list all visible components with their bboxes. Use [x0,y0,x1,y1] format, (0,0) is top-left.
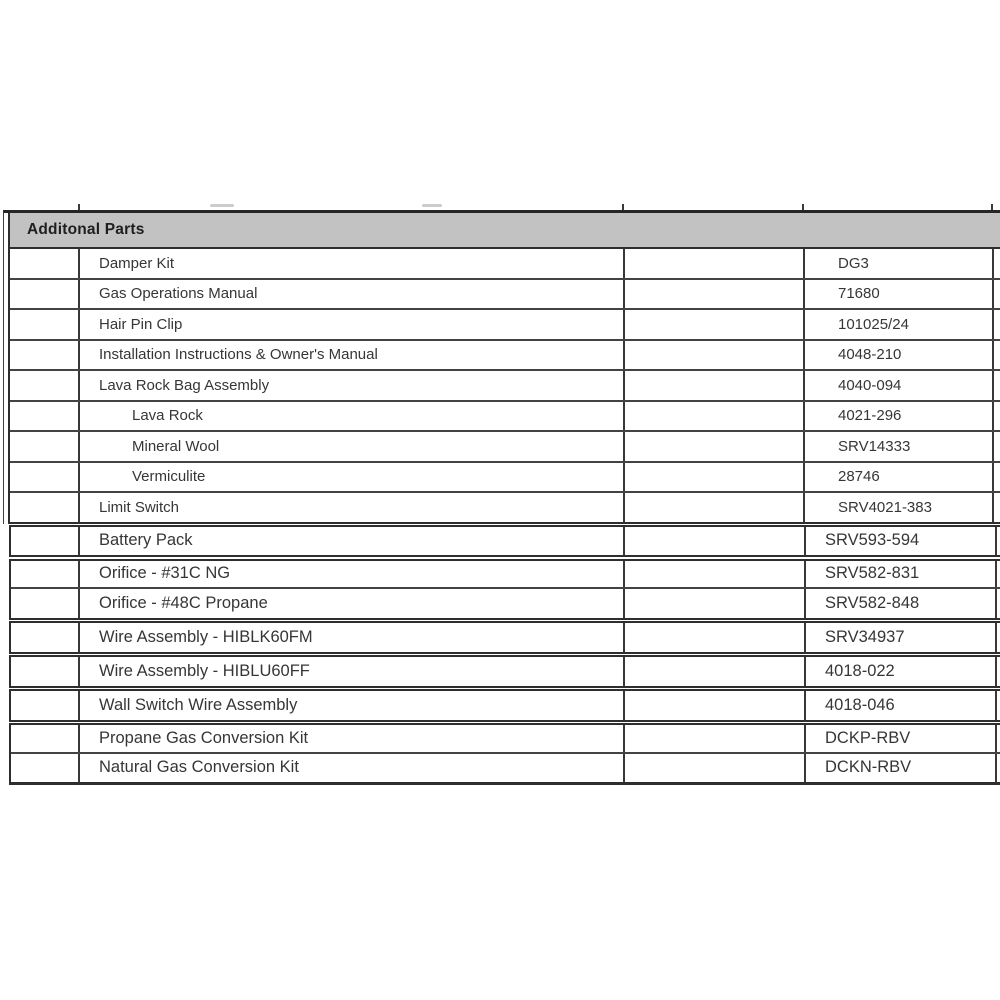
service-parts-table [9,525,1000,786]
part-number-cell [806,589,997,618]
part-description-cell [80,463,625,492]
part-number: DG3 [838,254,869,272]
part-number-cell [806,527,997,556]
table-row [11,623,1000,652]
empty-cell [625,527,806,556]
part-description-cell [80,280,625,309]
table-row [10,432,1000,463]
table-row [10,310,1000,341]
checkbox-cell [11,691,80,720]
part-description-cell [80,249,625,278]
part-description: Wall Switch Wire Assembly [99,695,298,714]
empty-cell [625,341,805,370]
empty-cell [625,561,806,588]
table-row [11,754,1000,783]
checkbox-cell [11,561,80,588]
empty-cell [625,280,805,309]
part-number-cell [805,432,994,461]
table-row [11,527,1000,556]
row-group [9,525,1000,558]
part-description-cell [80,341,625,370]
table-row [10,402,1000,433]
checkbox-cell [11,754,80,783]
empty-cell [625,463,805,492]
checkbox-cell [10,402,80,431]
part-description-cell [80,623,625,652]
part-description: Propane Gas Conversion Kit [99,728,309,747]
part-number: 4040-094 [838,376,902,394]
table-row [11,725,1000,754]
part-description-cell [80,754,625,783]
table-row [10,371,1000,402]
part-number-cell [806,561,997,588]
part-number-cell [806,657,997,686]
empty-cell [625,725,806,752]
part-number: 28746 [838,468,880,486]
scan-smudge [210,204,234,207]
part-number-cell [805,463,994,492]
cutoff-cell [994,249,1000,278]
part-description-cell [80,432,625,461]
empty-cell [625,589,806,618]
part-number: SRV14333 [838,437,911,455]
row-group [9,655,1000,688]
scan-smudge [422,204,442,207]
table-row [11,589,1000,618]
part-description: Orifice - #48C Propane [99,593,268,612]
part-number: SRV4021-383 [838,498,932,516]
table-row [10,341,1000,372]
part-description-cell [80,691,625,720]
part-number-cell [806,623,997,652]
empty-cell [625,493,805,522]
part-description: Wire Assembly - HIBLK60FM [99,627,313,646]
part-number: 4048-210 [838,346,902,364]
checkbox-cell [10,249,80,278]
table-row [11,691,1000,720]
part-number-cell [805,493,994,522]
part-description: Mineral Wool [132,437,220,455]
checkbox-cell [11,657,80,686]
checkbox-cell [10,371,80,400]
part-number: 4018-046 [825,695,895,714]
cutoff-cell [994,432,1000,461]
cutoff-cell [994,463,1000,492]
part-number: DCKP-RBV [825,728,911,747]
part-description: Lava Rock [132,407,203,425]
part-description-cell [80,561,625,588]
empty-cell [625,249,805,278]
empty-cell [625,371,805,400]
part-number: SRV582-831 [825,564,920,583]
part-description-cell [80,589,625,618]
checkbox-cell [11,589,80,618]
part-number-cell [805,371,994,400]
empty-cell [625,754,806,783]
part-number-cell [806,754,997,783]
cutoff-cell [994,341,1000,370]
part-number: SRV582-848 [825,593,920,612]
part-description: Battery Pack [99,531,193,550]
part-number: 71680 [838,285,880,303]
part-description: Limit Switch [99,498,180,516]
part-description-cell [80,310,625,339]
part-description-cell [80,527,625,556]
section-header [10,213,1000,249]
empty-cell [625,623,806,652]
part-description-cell [80,725,625,752]
cutoff-cell [994,280,1000,309]
part-number-cell [805,280,994,309]
part-description: Orifice - #31C NG [99,564,231,583]
table-row [10,463,1000,494]
part-number: 101025/24 [838,315,909,333]
cutoff-cell [994,493,1000,522]
checkbox-cell [11,623,80,652]
part-number: SRV34937 [825,627,905,646]
row-group [9,559,1000,620]
cutoff-cell [994,310,1000,339]
checkbox-cell [10,310,80,339]
table-row [11,657,1000,686]
part-number-cell [805,249,994,278]
checkbox-cell [10,493,80,522]
row-group [9,689,1000,722]
table-row [11,561,1000,590]
part-description-cell [80,493,625,522]
part-description: Hair Pin Clip [99,315,183,333]
part-number-cell [806,691,997,720]
part-description: Damper Kit [99,254,175,272]
checkbox-cell [10,280,80,309]
part-number: SRV593-594 [825,531,920,550]
part-description: Wire Assembly - HIBLU60FF [99,661,310,680]
part-description: Natural Gas Conversion Kit [99,758,299,777]
empty-cell [625,691,806,720]
empty-cell [625,657,806,686]
checkbox-cell [10,432,80,461]
part-number-cell [805,310,994,339]
empty-cell [625,432,805,461]
part-description-cell [80,371,625,400]
additional-parts-table [3,210,1000,524]
cutoff-cell [994,371,1000,400]
part-number-cell [805,402,994,431]
part-number: 4021-296 [838,407,902,425]
empty-cell [625,310,805,339]
part-description: Installation Instructions & Owner's Manual [99,346,378,364]
checkbox-cell [11,527,80,556]
part-number: 4018-022 [825,661,895,680]
additional-parts-table-body [8,213,1000,524]
checkbox-cell [10,463,80,492]
part-description: Lava Rock Bag Assembly [99,376,270,394]
table-row [10,493,1000,524]
part-number-cell [805,341,994,370]
cutoff-cell [994,402,1000,431]
part-number-cell [806,725,997,752]
part-description-cell [80,657,625,686]
section-header-label: Additonal Parts [27,221,145,238]
row-group [9,723,1000,785]
checkbox-cell [11,725,80,752]
row-group [9,621,1000,654]
part-description: Vermiculite [132,468,206,486]
part-description: Gas Operations Manual [99,285,258,303]
empty-cell [625,402,805,431]
table-row [10,280,1000,311]
part-number: DCKN-RBV [825,758,912,777]
part-description-cell [80,402,625,431]
table-row [10,249,1000,280]
checkbox-cell [10,341,80,370]
